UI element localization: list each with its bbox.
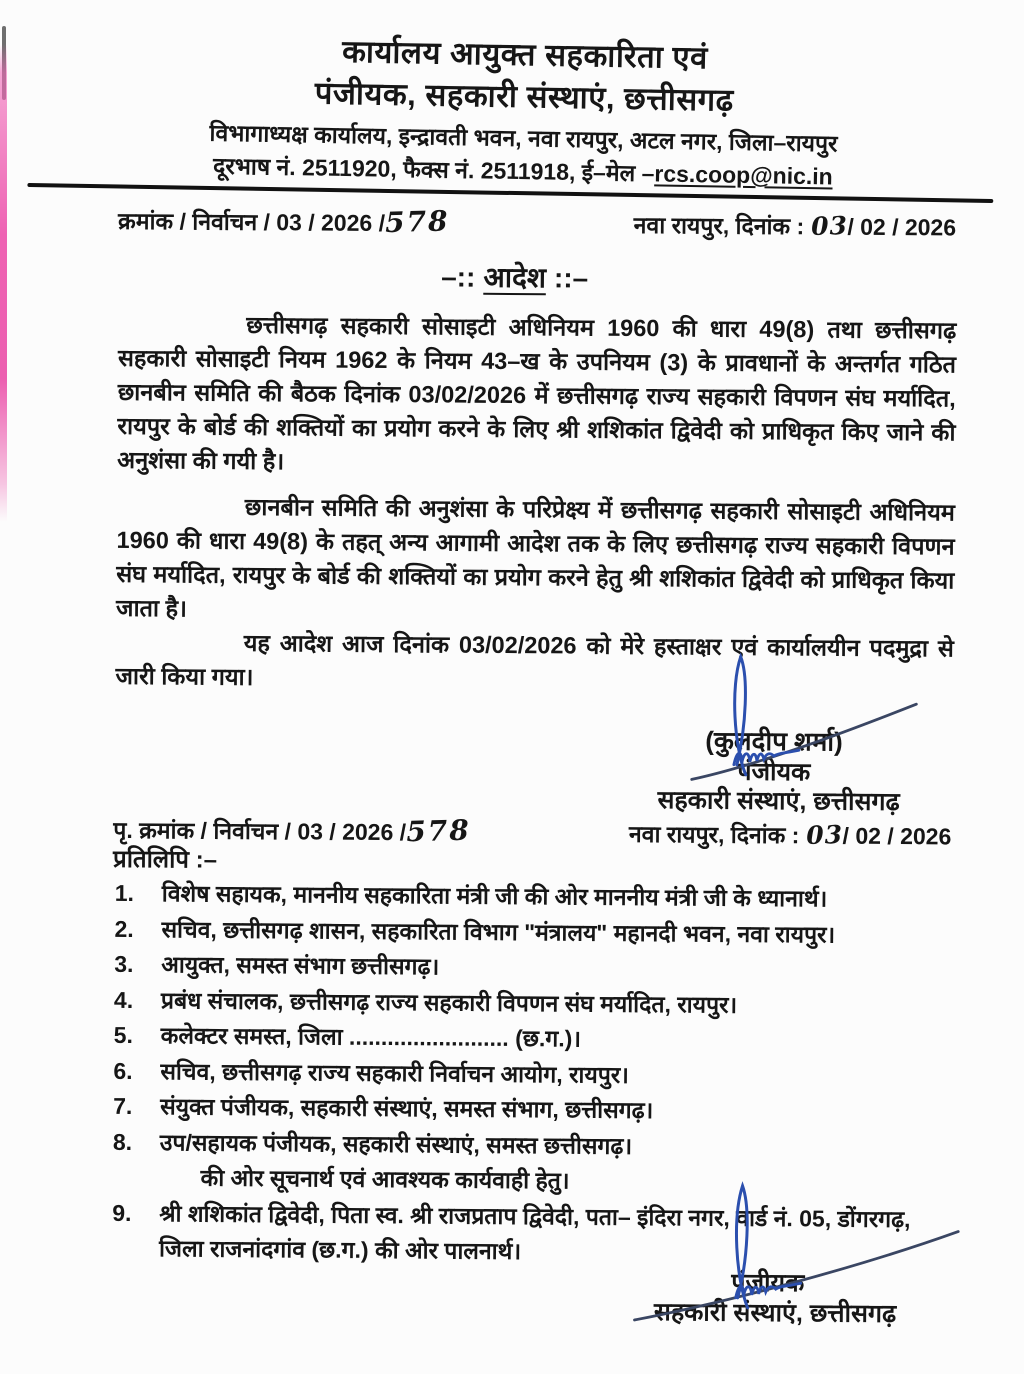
list-item-number: 2. bbox=[114, 915, 134, 942]
list-item-text: सचिव, छत्तीसगढ़ शासन, सहकारिता विभाग "मंत्रालय" महानदी भवन, नवा रायपुर। bbox=[161, 915, 836, 948]
list-item-text: आयुक्त, समस्त संभाग छत्तीसगढ़। bbox=[161, 951, 440, 980]
reference-number-printed: क्रमांक / निर्वाचन / 03 / 2026 / bbox=[118, 207, 386, 236]
endorsement-row bbox=[113, 813, 951, 852]
handwritten-serial-number: 578 bbox=[384, 204, 450, 240]
list-item-number: 3. bbox=[114, 950, 134, 978]
list-item-continuation-text: की ओर सूचनार्थ एवं आवश्यक कार्यवाही हेतु। bbox=[200, 1164, 570, 1194]
order-heading bbox=[3, 254, 1024, 300]
bottom-signatory-organization: सहकारी संस्थाएं, छत्तीसगढ़ bbox=[653, 1298, 897, 1329]
list-item-text: श्री शशिकांत द्विवेदी, पिता स्व. श्री राजप्रताप द्विवेदी, पता– इंदिरा नगर, वार्ड नं. 05, डोंगरगढ़, जिला राजनांदगांव (छ.ग.) की ओर पालनार्थ। bbox=[158, 1199, 911, 1265]
office-title-line1: कार्यालय आयुक्त सहकारिता एवं bbox=[341, 33, 709, 76]
signature-ink-bottom bbox=[589, 1177, 980, 1335]
contact-text: दूरभाष नं. 2511920, फैक्स नं. 2511918, ई–मेल – bbox=[212, 152, 655, 187]
list-item-text: संयुक्त पंजीयक, सहकारी संस्थाएं, समस्त संभाग, छत्तीसगढ़। bbox=[160, 1093, 654, 1124]
bottom-signatory-designation: पंजीयक bbox=[731, 1268, 805, 1298]
endorsement-place-date bbox=[629, 817, 952, 852]
list-item-number: 7. bbox=[113, 1092, 133, 1120]
office-address: विभागाध्यक्ष कार्यालय, इन्द्रावती भवन, नवा रायपुर, अटल नगर, जिला–रायपुर bbox=[209, 119, 838, 157]
order-paragraph-1: छत्तीसगढ़ सहकारी सोसाइटी अधिनियम 1960 की धारा 49(8) तथा छत्तीसगढ़ सहकारी सोसाइटी नियम 1962 के नियम 43–ख के उपनियम (3) के प्रावधानों के अन्तर्गत गठित छानबीन समिति की बैठक दिनांक 03/02/2026 में छत्तीसगढ़ राज्य सहकारी विपणन संघ मर्यादित, रायपुर के बोर्ड की शक्तियों का प्रयोग करने के लिए श्री शशिकांत द्विवेदी को प्राधिकृत किए जाने की अनुशंसा की गयी है। bbox=[117, 311, 957, 475]
order-paragraph-3: यह आदेश आज दिनांक 03/02/2026 को मेरे हस्ताक्षर एवं कार्यालयीन पदमुद्रा से जारी किया गया। bbox=[115, 629, 954, 690]
order-heading-word: आदेश bbox=[483, 261, 547, 294]
date-printed: / 02 / 2026 bbox=[847, 213, 957, 241]
list-item-text: विशेष सहायक, माननीय सहकारिता मंत्री जी की ओर माननीय मंत्री जी के ध्यानार्थ। bbox=[161, 880, 828, 912]
signatory-designation: पंजीयक bbox=[737, 757, 811, 787]
heading-right-decoration: ::– bbox=[553, 262, 589, 294]
list-item-text: सचिव, छत्तीसगढ़ राज्य सहकारी निर्वाचन आयोग, रायपुर। bbox=[160, 1057, 630, 1088]
endorsement-date-printed: / 02 / 2026 bbox=[842, 822, 952, 850]
signatory-organization: सहकारी संस्थाएं, छत्तीसगढ़ bbox=[657, 786, 900, 817]
list-item-number: 6. bbox=[113, 1057, 133, 1084]
letterhead bbox=[103, 27, 946, 196]
email-text: rcs.coop@nic.in bbox=[654, 160, 833, 190]
place-date-printed: नवा रायपुर, दिनांक : bbox=[633, 211, 811, 240]
signature-long-stroke bbox=[692, 702, 917, 781]
list-item-text: कलेक्टर समस्त, जिला ......................... (छ.ग.)। bbox=[160, 1022, 582, 1052]
copy-to-label: प्रतिलिपि :– bbox=[112, 845, 218, 874]
list-item-number: 9. bbox=[112, 1199, 132, 1226]
heading-left-decoration: –:: bbox=[441, 261, 476, 293]
list-item-number: 1. bbox=[114, 879, 135, 907]
signature-long-stroke bbox=[634, 1229, 958, 1323]
list-item-number: 4. bbox=[113, 986, 134, 1013]
handwritten-day: 03 bbox=[810, 210, 848, 241]
order-paragraph-2: छानबीन समिति की अनुशंसा के परिप्रेक्ष्य में छत्तीसगढ़ सहकारी सोसाइटी अधिनियम 1960 की धारा 49(8) के तहत् अन्य आगामी आदेश तक के लिए छत्तीसगढ़ राज्य सहकारी विपणन संघ मर्यादित, रायपुर के बोर्ड की शक्तियों का प्रयोग करने हेतु श्री शशिकांत द्विवेदी को प्राधिकृत किया जाता है। bbox=[115, 493, 955, 622]
signatory-name: (कुलदीप शर्मा) bbox=[705, 725, 843, 757]
signature-ink-top bbox=[634, 646, 935, 788]
office-title-line2: पंजीयक, सहकारी संस्थाएं, छत्तीसगढ़ bbox=[314, 75, 734, 118]
reference-number bbox=[118, 204, 450, 239]
reference-row bbox=[118, 204, 956, 243]
handwritten-endorsement-day: 03 bbox=[805, 819, 843, 850]
list-item-number: 5. bbox=[113, 1021, 134, 1049]
list-item-text: प्रबंध संचालक, छत्तीसगढ़ राज्य सहकारी विपणन संघ मर्यादित, रायपुर। bbox=[160, 986, 738, 1018]
endorsement-number-printed: पृ. क्रमांक / निर्वाचन / 03 / 2026 / bbox=[113, 816, 407, 846]
endorsement-place-printed: नवा रायपुर, दिनांक : bbox=[628, 820, 806, 849]
list-item-number: 8. bbox=[112, 1128, 133, 1155]
place-and-date bbox=[634, 208, 957, 243]
handwritten-endorsement-serial: 578 bbox=[405, 813, 471, 849]
list-item-text: उप/सहायक पंजीयक, सहकारी संस्थाएं, समस्त छत्तीसगढ़। bbox=[159, 1128, 633, 1159]
